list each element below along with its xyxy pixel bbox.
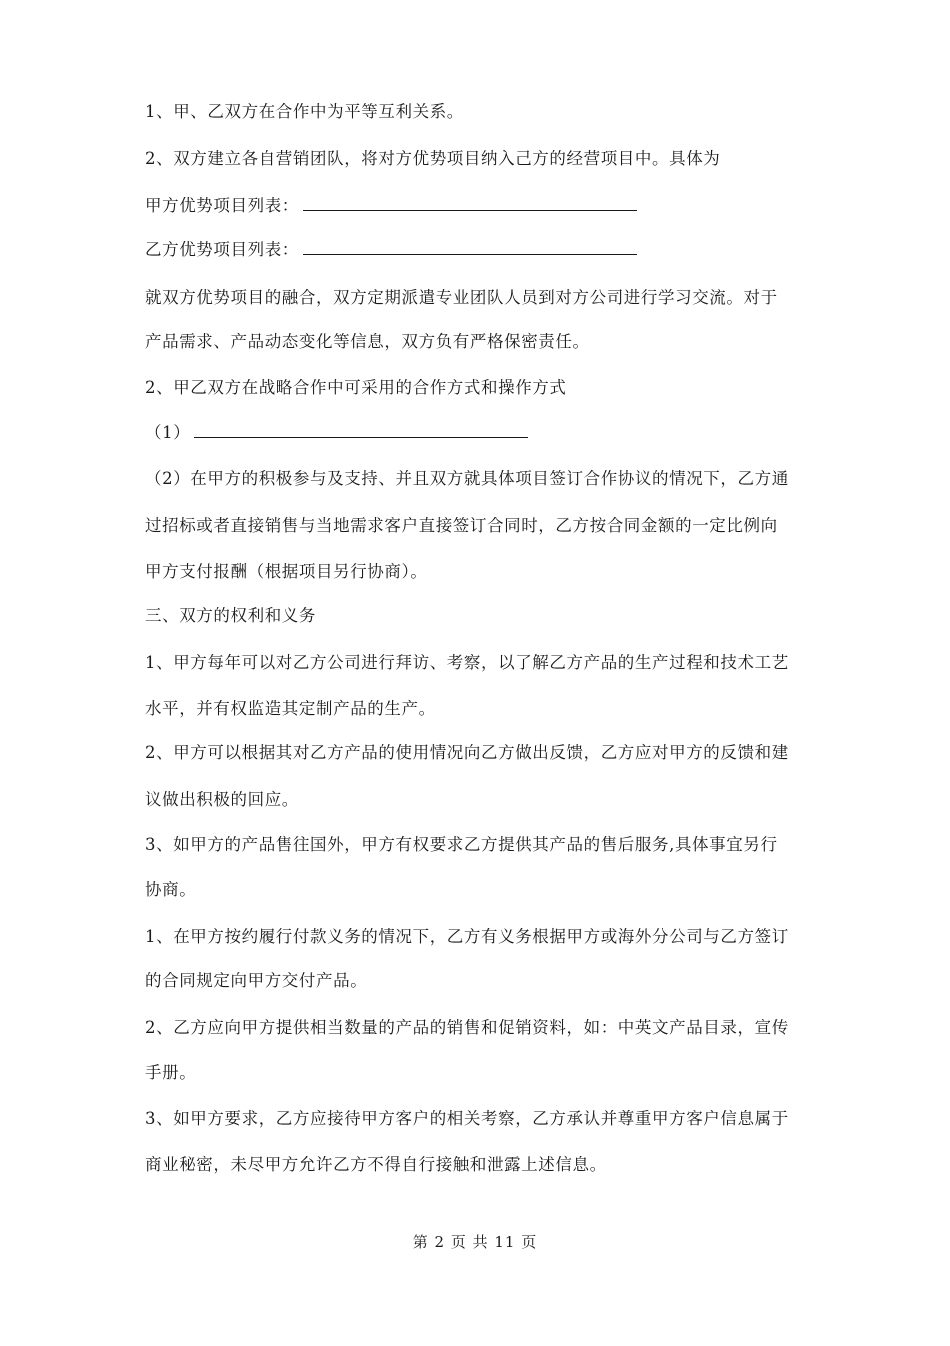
text-line: 3、如甲方的产品售往国外，甲方有权要求乙方提供其产品的售后服务,具体事宜另行 xyxy=(145,835,778,854)
text-line: 就双方优势项目的融合，双方定期派遣专业团队人员到对方公司进行学习交流。对于 xyxy=(145,288,778,307)
text-line: 协商。 xyxy=(145,880,197,899)
text-line xyxy=(145,238,637,262)
text-line: 3、如甲方要求，乙方应接待甲方客户的相关考察，乙方承认并尊重甲方客户信息属于 xyxy=(145,1109,789,1128)
text-line: 1、甲、乙双方在合作中为平等互利关系。 xyxy=(145,102,464,121)
field-label-party-a-projects: 甲方优势项目列表： xyxy=(145,196,299,215)
text-line: 甲方支付报酬（根据项目另行协商）。 xyxy=(145,562,428,581)
text-line: 商业秘密，未尽甲方允许乙方不得自行接触和泄露上述信息。 xyxy=(145,1155,607,1174)
text-line: 议做出积极的回应。 xyxy=(145,790,299,809)
text-line: 2、甲方可以根据其对乙方产品的使用情况向乙方做出反馈，乙方应对甲方的反馈和建 xyxy=(145,743,789,762)
text-line: 过招标或者直接销售与当地需求客户直接签订合同时，乙方按合同金额的一定比例向 xyxy=(145,516,778,535)
fill-in-blank-party-a-projects xyxy=(303,196,637,211)
text-line: 1、在甲方按约履行付款义务的情况下，乙方有义务根据甲方或海外分公司与乙方签订 xyxy=(145,927,789,946)
text-line: 产品需求、产品动态变化等信息，双方负有严格保密责任。 xyxy=(145,332,590,351)
text-line: 2、双方建立各自营销团队，将对方优势项目纳入己方的经营项目中。具体为 xyxy=(145,149,721,168)
text-line: 2、乙方应向甲方提供相当数量的产品的销售和促销资料，如：中英文产品目录，宣传 xyxy=(145,1018,789,1037)
page-number-footer: 第 2 页 共 11 页 xyxy=(412,1233,538,1251)
section-heading: 三、双方的权利和义务 xyxy=(145,606,316,625)
text-line: 手册。 xyxy=(145,1063,197,1082)
text-line xyxy=(145,421,528,445)
text-line: 2、甲乙双方在战略合作中可采用的合作方式和操作方式 xyxy=(145,378,567,397)
fill-in-blank-party-b-projects xyxy=(303,240,637,255)
text-line: 的合同规定向甲方交付产品。 xyxy=(145,971,368,990)
text-line: （2）在甲方的积极参与及支持、并且双方就具体项目签订合作协议的情况下，乙方通 xyxy=(145,469,789,488)
text-line xyxy=(145,194,637,218)
text-line: 水平，并有权监造其定制产品的生产。 xyxy=(145,699,436,718)
item-number-1: （1） xyxy=(145,423,191,442)
fill-in-blank-item-1 xyxy=(194,423,528,438)
text-line: 1、甲方每年可以对乙方公司进行拜访、考察，以了解乙方产品的生产过程和技术工艺 xyxy=(145,653,789,672)
field-label-party-b-projects: 乙方优势项目列表： xyxy=(145,240,299,259)
